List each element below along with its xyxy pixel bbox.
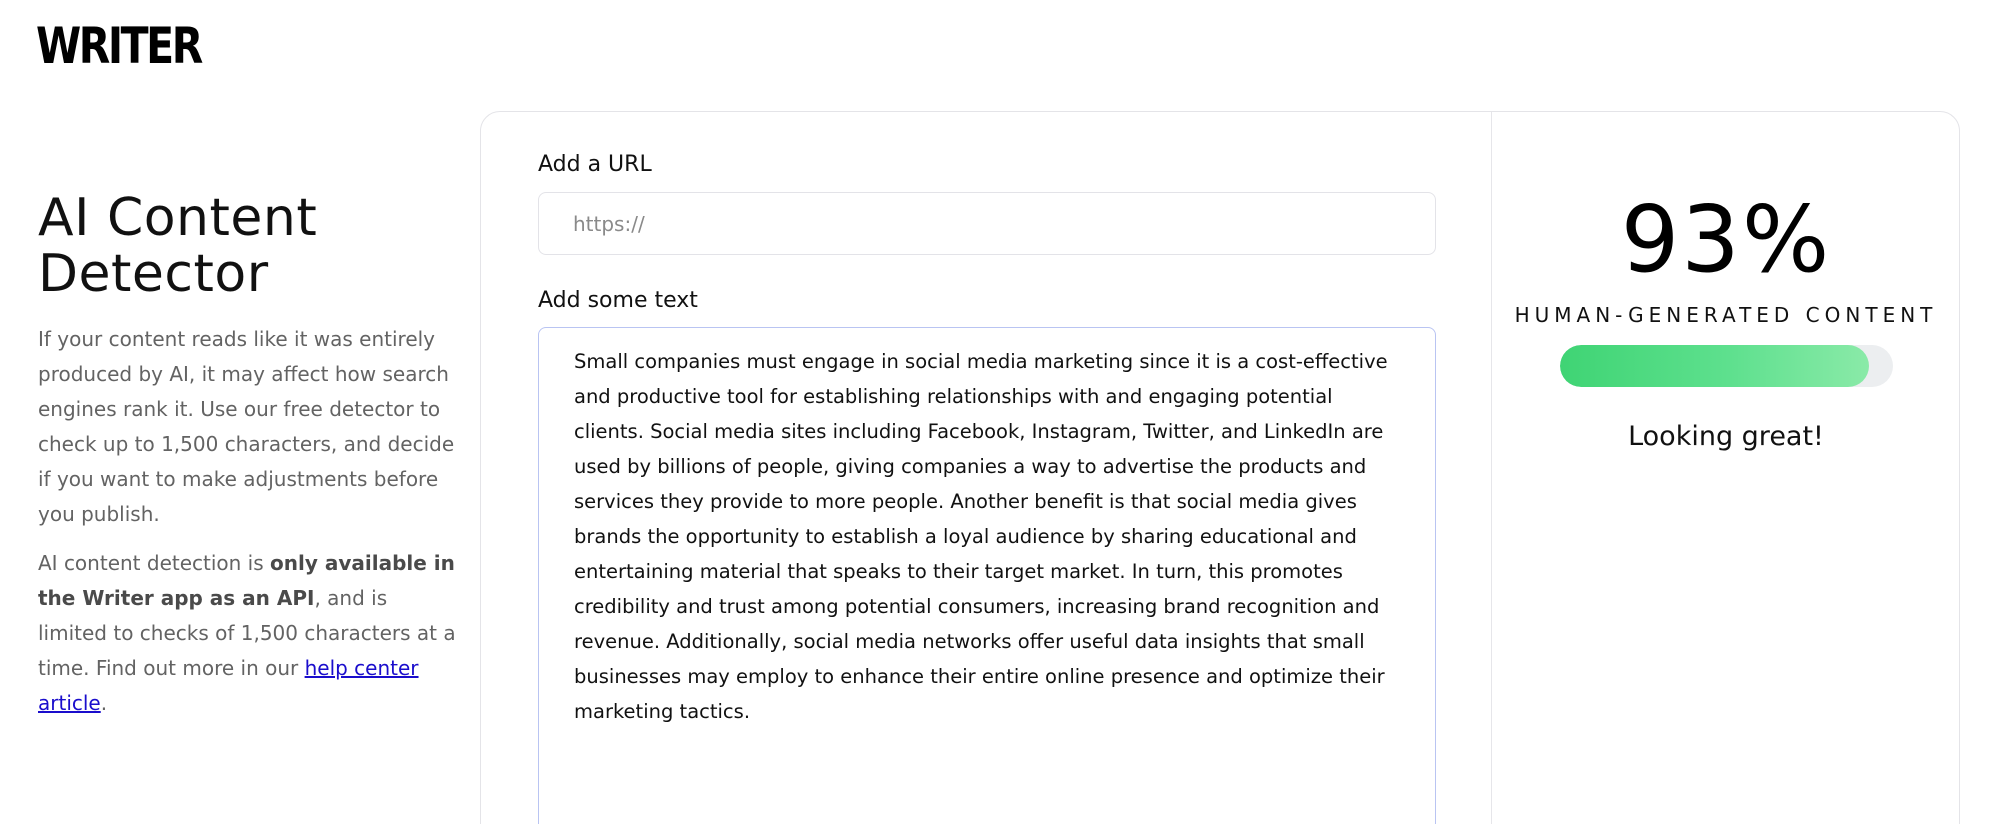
text-input[interactable]: Small companies must engage in social media marketing since it is a cost-effective and productive tool for establishing relationships with and engaging potential clients. Social media sites including Facebook, Instagram, Twitter, and LinkedIn are used by billions of people, giving companies a way to advertise the products and services they provide to more people. Another benefit is that social media gives brands the opportunity to establish a loyal audience by sharing educational and entertaining material that speaks to their target market. In turn, this promotes credibility and trust among potential consumers, increasing brand recognition and revenue. Additionally, social media networks offer useful data insights that small businesses may employ to enhance their entire online presence and optimize their marketing tactics. (538, 327, 1436, 824)
availability-prefix: AI content detection is (38, 551, 271, 575)
score-progress-fill (1560, 345, 1870, 387)
availability-paragraph (38, 546, 458, 721)
score-value: 93% (1620, 186, 1832, 293)
availability-bold: only available in the Writer app as an API (38, 551, 455, 610)
score-progress-bar (1560, 345, 1893, 387)
status-message: Looking great! (1628, 421, 1824, 452)
url-label: Add a URL (538, 152, 652, 177)
availability-suffix: . (100, 691, 108, 715)
score-label: HUMAN-GENERATED CONTENT (1514, 303, 1938, 327)
writer-logo[interactable]: WRITER (36, 17, 201, 75)
result-panel (1492, 185, 1960, 452)
intro-paragraph: If your content reads like it was entirely produced by AI, it may affect how search engines rank it. Use our free detector to check up to 1,500 characters, and decide if you want to make adjustments before you publish. (38, 327, 455, 526)
intro-section (38, 190, 458, 735)
text-label: Add some text (538, 288, 698, 313)
url-input[interactable] (539, 193, 1435, 254)
help-center-link[interactable]: help center article (38, 656, 419, 715)
url-field-wrapper (538, 192, 1436, 255)
page-title: AI Content Detector (38, 188, 318, 304)
availability-middle: , and is limited to checks of 1,500 characters at a time. Find out more in our (38, 586, 456, 680)
